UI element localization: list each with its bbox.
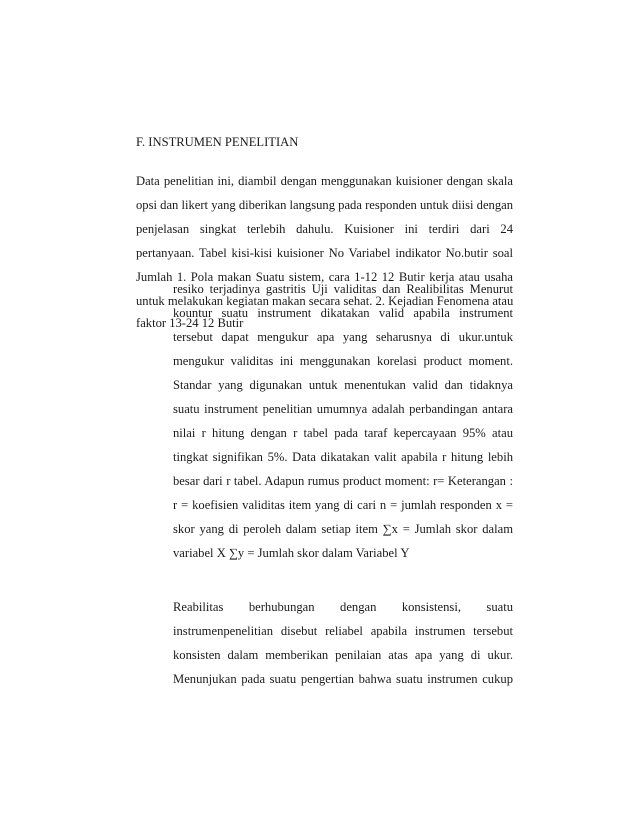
text-line: tersebut dapat mengukur apa yang seharusnya di ukur.untuk bbox=[173, 330, 513, 344]
text-line: Standar yang digunakan untuk menentukan valid dan tidaknya bbox=[173, 378, 513, 392]
text-line: mengukur validitas ini menggunakan korelasi product moment. bbox=[173, 354, 513, 368]
text-line: untuk melakukan kegiatan makan secara sehat. 2. Kejadian Fenomena atau bbox=[136, 294, 514, 308]
text-line: skor yang di peroleh dalam setiap item ∑x = Jumlah skor dalam bbox=[173, 522, 513, 536]
text-line: Menunjukan pada suatu pengertian bahwa suatu instrumen cukup bbox=[173, 672, 513, 686]
text-line: opsi dan likert yang diberikan langsung pada responden untuk diisi dengan bbox=[136, 198, 514, 212]
text-line: Data penelitian ini, diambil dengan menggunakan kuisioner dengan skala bbox=[136, 174, 513, 188]
section-heading: F. INSTRUMEN PENELITIAN bbox=[136, 135, 299, 149]
text-line: besar dari r tabel. Adapun rumus product moment: r= Keterangan : bbox=[173, 474, 513, 488]
text-line: konsisten dalam memberikan penilaian atas apa yang di ukur. bbox=[173, 648, 513, 662]
text-line: tingkat signifikan 5%. Data dikatakan valit apabila r hitung lebih bbox=[173, 450, 513, 464]
text-line: instrumenpenelitian disebut reliabel apabila instrumen tersebut bbox=[173, 624, 513, 638]
text-line: pertanyaan. Tabel kisi-kisi kuisioner No Variabel indikator No.butir soal bbox=[136, 246, 513, 260]
text-line: penjelasan singkat terlebih dahulu. Kuisioner ini terdiri dari 24 bbox=[136, 222, 513, 236]
text-line: resiko terjadinya gastritis Uji validitas dan Realibilitas Menurut bbox=[173, 282, 513, 296]
text-line: Jumlah 1. Pola makan Suatu sistem, cara 1-12 12 Butir kerja atau usaha bbox=[136, 270, 513, 284]
text-line: nilai r hitung dengan r tabel pada taraf kepercayaan 95% atau bbox=[173, 426, 513, 440]
text-line: suatu instrument penelitian umumnya adalah perbandingan antara bbox=[173, 402, 513, 416]
text-line: variabel X ∑y = Jumlah skor dalam Variabel Y bbox=[173, 546, 410, 560]
text-line: faktor 13-24 12 Butir bbox=[136, 316, 244, 330]
text-line: r = koefisien validitas item yang di cari n = jumlah responden x = bbox=[173, 498, 513, 512]
text-line: kountur suatu instrument dikatakan valid apabila instrument bbox=[173, 306, 513, 320]
text-line: Reabilitas berhubungan dengan konsistensi, suatu bbox=[173, 600, 513, 614]
